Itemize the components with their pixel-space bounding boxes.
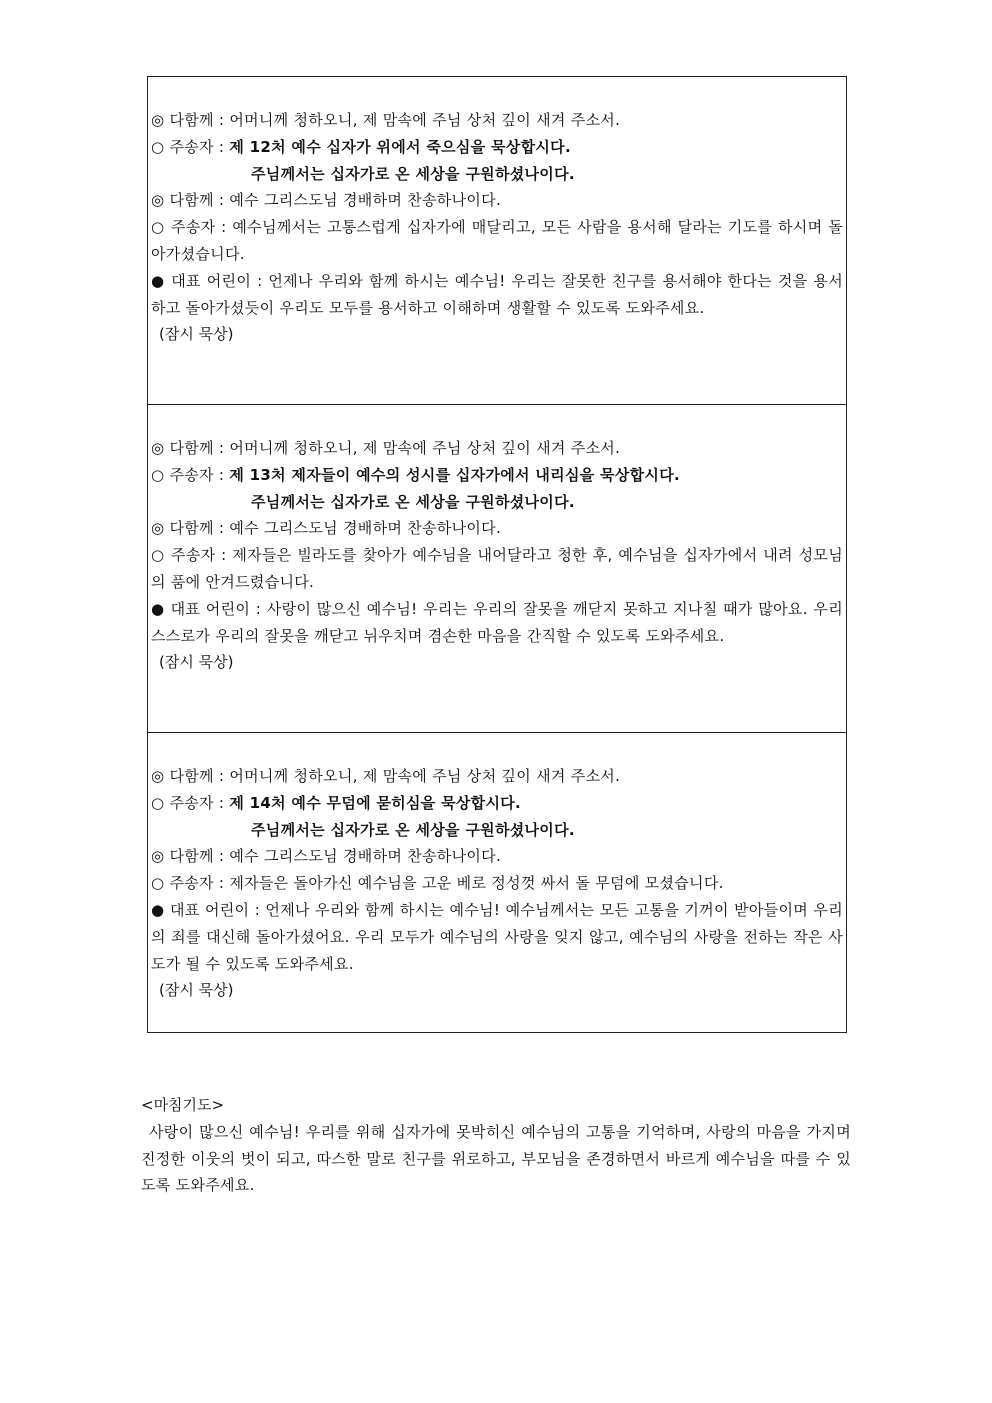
station-14 [148,733,846,1032]
station-subtitle: 주님께서는 십자가로 온 세상을 구원하셨나이다. [251,820,575,839]
all-response: ◎ 다함께 : 예수 그리스도님 경배하며 찬송하나이다. [151,519,502,538]
meditation-pause: (잠시 묵상) [159,981,234,1000]
all-invocation: ◎ 다함께 : 어머니께 청하오니, 제 맘속에 주님 상처 깊이 새겨 주소서. [151,767,621,785]
meditation-pause: (잠시 묵상) [159,325,234,344]
leader-narration: ○ 주송자 : 제자들은 돌아가신 예수님을 고운 베로 정성껏 싸서 돌 무덤에 모셨습니다. [151,874,724,893]
leader-title-line [151,790,843,817]
all-invocation: ◎ 다함께 : 어머니께 청하오니, 제 맘속에 주님 상처 깊이 새겨 주소서. [151,439,621,457]
leader-prefix: ○ 주송자 : [151,137,230,156]
leader-narration: ○ 주송자 : 예수님께서는 고통스럽게 십자가에 매달리고, 모든 사람을 용서해 달라는 기도를 하시며 돌아가셨습니다. [151,218,843,263]
station-13 [148,405,846,733]
closing-body: 사랑이 많으신 예수님! 우리를 위해 십자가에 못박히신 예수님의 고통을 기억하며, 사랑의 마음을 가지며 진정한 이웃의 벗이 되고, 따스한 말로 친구를 위로하고, 부모님을 존경하면서 바르게 예수님을 따를 수 있도록 도와주세요. [141,1122,851,1195]
child-prayer: ● 대표 어린이 : 언제나 우리와 함께 하시는 예수님! 예수님께서는 모든 고통을 기꺼이 받아들이며 우리의 죄를 대신해 돌아가셨어요. 우리 모두가 예수님의 사랑을 잊지 않고, 예수님의 사랑을 전하는 작은 사도가 될 수 있도록 도와주세요. [151,900,843,973]
station-subtitle: 주님께서는 십자가로 온 세상을 구원하셨나이다. [251,164,575,183]
all-response: ◎ 다함께 : 예수 그리스도님 경배하며 찬송하나이다. [151,191,502,210]
all-invocation: ◎ 다함께 : 어머니께 청하오니, 제 맘속에 주님 상처 깊이 새겨 주소서. [151,111,621,129]
leader-title-line [151,462,843,489]
leader-narration: ○ 주송자 : 제자들은 빌라도를 찾아가 예수님을 내어달라고 청한 후, 예수님을 십자가에서 내려 성모님의 품에 안겨드렸습니다. [151,546,843,591]
station-12 [148,77,846,405]
station-title: 제 13처 제자들이 예수의 성시를 십자가에서 내리심을 묵상합시다. [229,465,680,484]
child-prayer: ● 대표 어린이 : 사랑이 많으신 예수님! 우리는 우리의 잘못을 깨닫지 못하고 지나칠 때가 많아요. 우리 스스로가 우리의 잘못을 깨닫고 뉘우치며 겸손한 마음을 간직할 수 있도록 도와주세요. [151,599,843,645]
closing-prayer [141,1092,851,1199]
closing-heading: <마침기도> [141,1096,225,1114]
meditation-pause: (잠시 묵상) [159,653,234,672]
station-subtitle: 주님께서는 십자가로 온 세상을 구원하셨나이다. [251,492,575,511]
station-title: 제 14처 예수 무덤에 묻히심을 묵상합시다. [229,793,522,812]
all-response: ◎ 다함께 : 예수 그리스도님 경배하며 찬송하나이다. [151,847,502,866]
station-title: 제 12처 예수 십자가 위에서 죽으심을 묵상합시다. [229,137,571,156]
stations-table [147,76,847,1033]
child-prayer: ● 대표 어린이 : 언제나 우리와 함께 하시는 예수님! 우리는 잘못한 친구를 용서해야 한다는 것을 용서하고 돌아가셨듯이 우리도 모두를 용서하고 이해하며 생활할 수 있도록 도와주세요. [151,271,843,317]
leader-prefix: ○ 주송자 : [151,793,230,812]
leader-prefix: ○ 주송자 : [151,465,230,484]
leader-title-line [151,134,843,161]
